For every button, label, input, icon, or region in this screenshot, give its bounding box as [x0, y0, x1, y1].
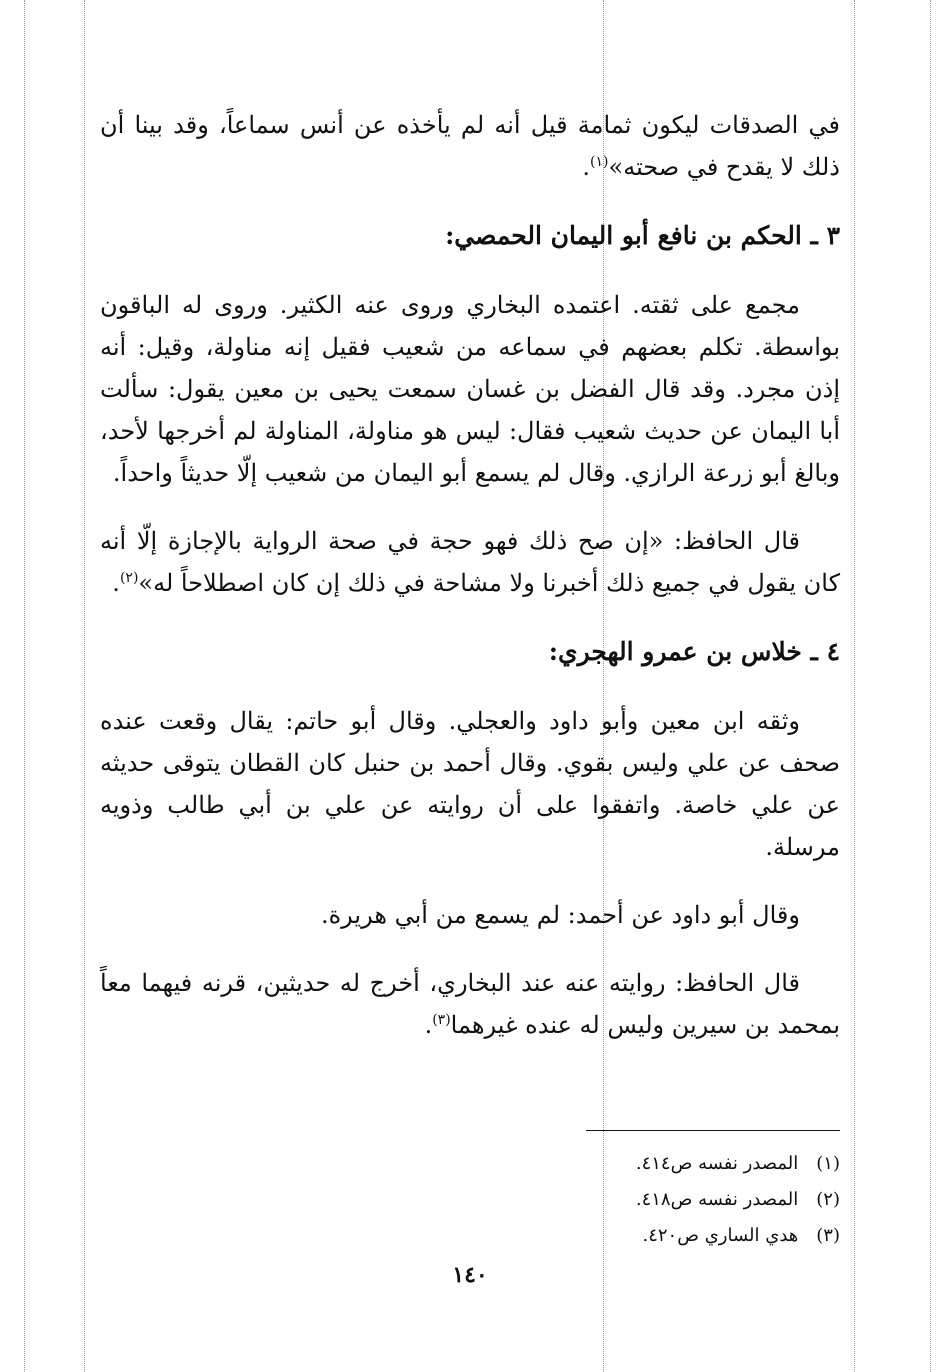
section-3-paragraph-1: مجمع على ثقته. اعتمده البخاري وروى عنه الكثير. وروى له الباقون بواسطة. تكلم بعضهم في سماعه من شعيب فقيل إنه مناولة، وقيل: أنه إذن مجرد. وقد قال الفضل بن غسان سمعت يحيى بن معين يقول: سألت أبا اليمان عن حديث شعيب فقال: ليس هو مناولة، المناولة لم أخرجها لأحد، وبالغ أبو زرعة الرازي. وقال لم يسمع أبو اليمان من شعيب إلّا حديثاً واحداً. [100, 291, 840, 487]
footnote-text: المصدر نفسه ص٤١٤. [635, 1153, 799, 1174]
fold-line [930, 0, 931, 1372]
footnote-ref: (٣) [432, 1012, 451, 1028]
footnote-text: هدي الساري ص٤٢٠. [642, 1225, 799, 1246]
continuation-tail: . [582, 153, 591, 181]
fold-line [84, 0, 85, 1372]
section-4-paragraph-1: وثقه ابن معين وأبو داود والعجلي. وقال أبو حاتم: يقال وقعت عنده صحف عن علي وليس بقوي. وقال أحمد بن حنبل كان القطان يتوقى حديثه عن علي خاصة. واتفقوا على أن روايته عن علي بن أبي طالب وذويه مرسلة. [100, 707, 840, 861]
section-4-quote: قال الحافظ: روايته عنه عند البخاري، أخرج له حديثين، قرنه فيهما معاً بمحمد بن سيرين وليس له عنده غيرهما [100, 969, 840, 1039]
fold-line [24, 0, 25, 1372]
section-3-heading: ٣ ـ الحكم بن نافع أبو اليمان الحمصي: [445, 221, 840, 250]
footnote-item [400, 1146, 840, 1182]
continuation-text: في الصدقات ليكون ثمامة قيل أنه لم يأخذه عن أنس سماعاً، وقد بينا أن ذلك لا يقدح في صحته» [100, 111, 840, 181]
section-3-paragraph-2 [100, 520, 840, 604]
footnote-ref: (٢) [119, 570, 139, 586]
page-body [100, 104, 840, 1072]
footnote-number: (١) [816, 1153, 840, 1174]
footnote-ref: (١) [590, 154, 609, 170]
continuation-paragraph [100, 104, 840, 188]
footnote-separator [586, 1130, 840, 1131]
section-3-tail: . [112, 569, 120, 597]
footnotes [400, 1146, 840, 1254]
footnote-text: المصدر نفسه ص٤١٨. [635, 1189, 799, 1210]
section-4-tail: . [424, 1011, 433, 1039]
footnote-item [400, 1182, 840, 1218]
footnote-item [400, 1218, 840, 1254]
section-4-paragraph-3 [100, 962, 840, 1046]
fold-line [854, 0, 855, 1372]
section-3-quote: قال الحافظ: «إن صح ذلك فهو حجة في صحة الرواية بالإجازة إلّا أنه كان يقول في جميع ذلك أخبرنا ولا مشاحة في ذلك إن كان اصطلاحاً له» [100, 527, 840, 597]
footnote-number: (٣) [816, 1225, 840, 1246]
page-number: ١٤٠ [452, 1262, 488, 1288]
footnote-number: (٢) [816, 1189, 840, 1210]
section-4-heading: ٤ ـ خلاس بن عمرو الهجري: [548, 637, 840, 666]
section-4-paragraph-2: وقال أبو داود عن أحمد: لم يسمع من أبي هريرة. [320, 901, 800, 929]
